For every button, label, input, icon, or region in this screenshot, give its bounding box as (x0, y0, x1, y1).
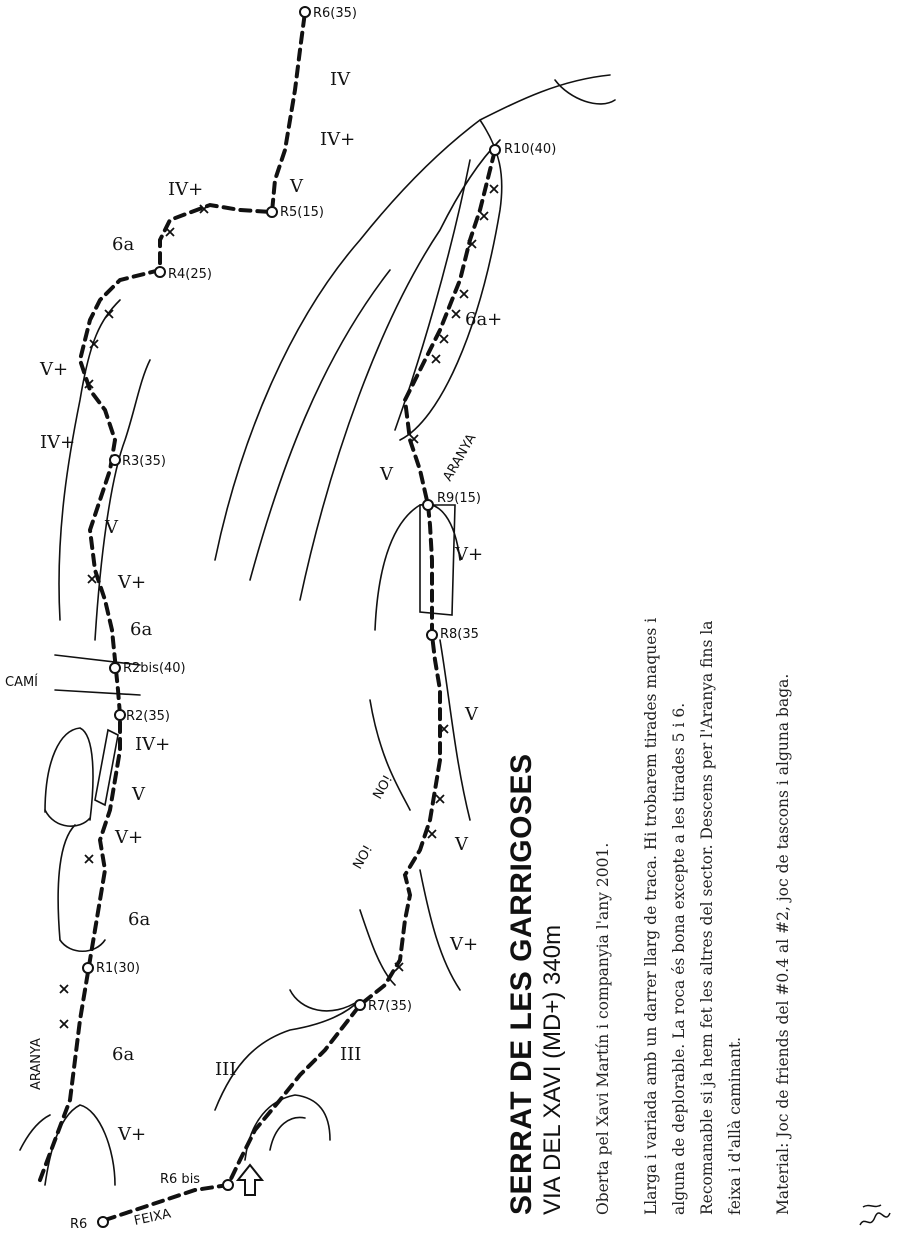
label-r2: R2(35) (126, 709, 170, 724)
grade-right-v-b: V (465, 704, 478, 725)
grade-right-vplus-b: V+ (455, 544, 484, 565)
grade-pitch-2: 6a (112, 1044, 135, 1065)
label-cami: CAMÍ (5, 675, 39, 690)
route-info-block (505, 595, 865, 1215)
grade-pitch-5: V (132, 784, 145, 805)
label-aranya-right: ARANYA (440, 431, 480, 484)
label-r7: R7(35) (368, 999, 412, 1014)
grade-right-v-a: V (455, 834, 468, 855)
grade-pitch-7: 6a (130, 619, 153, 640)
label-r1: R1(30) (96, 961, 140, 976)
label-r9: R9(15) (437, 491, 481, 506)
label-r5: R5(15) (280, 205, 324, 220)
route-description: Llarga i variada amb un darrer llarg de traca. Hi trobarem tirades maques i alguna de deplorable. La roca és bona excepte a les tirades 5 i 6. Recomanable si ja hem fet les altres del sector. Descens per l'Aranya fins la feixa i d'allà caminant. (642, 617, 744, 1215)
label-r10: R10(40) (504, 142, 557, 157)
station-labels (5, 6, 556, 1232)
label-aranya-left: ARANYA (29, 1038, 44, 1090)
author-signature-icon (855, 1195, 895, 1235)
crag-title: SERRAT DE LES GARRIGOSES (505, 753, 538, 1215)
grade-pitch-8: V+ (118, 572, 147, 593)
label-r4: R4(25) (168, 267, 212, 282)
grade-pitch-13: IV+ (168, 179, 204, 200)
grade-pitch-14: V (290, 176, 303, 197)
grade-pitch-10: IV+ (40, 432, 76, 453)
grade-pitch-1: V+ (118, 1124, 147, 1145)
belay-r7 (355, 1000, 365, 1010)
route-material: Material: Joc de friends del #0.4 al #2, joc de tascons i alguna baga. (774, 673, 792, 1215)
belay-r1 (83, 963, 93, 973)
belay-r2 (115, 710, 125, 720)
route-subtitle: VIA DEL XAVI (MD+) 340m (539, 924, 566, 1215)
grade-pitch-3: 6a (128, 909, 151, 930)
belay-r5 (267, 207, 277, 217)
grade-right-vplus-a: V+ (450, 934, 479, 955)
start-arrow-icon (238, 1165, 262, 1195)
grade-pitch-11: V+ (40, 359, 69, 380)
grade-pitch-9: V (105, 517, 118, 538)
belay-r6-start (98, 1217, 108, 1227)
belay-r6-top (300, 7, 310, 17)
grade-right-iii-b: III (340, 1044, 362, 1065)
label-r6-start: R6 (70, 1217, 88, 1232)
belay-r6bis (223, 1180, 233, 1190)
grade-pitch-12: 6a (112, 234, 135, 255)
grade-right-iii-a: III (215, 1059, 237, 1080)
route-line (40, 12, 495, 1220)
grade-right-v-c: V (380, 464, 393, 485)
grade-right-6aplus: 6a+ (465, 309, 503, 330)
label-r6bis: R6 bis (160, 1172, 201, 1187)
label-r2bis: R2bis(40) (123, 661, 186, 676)
label-no-lower: NO! (350, 842, 377, 872)
label-r6-top: R6(35) (313, 6, 357, 21)
label-no-upper: NO! (370, 772, 397, 802)
label-r8: R8(35 (440, 627, 479, 642)
label-feixa: FEIXA (132, 1206, 173, 1229)
grade-pitch-6: IV+ (135, 734, 171, 755)
route-author: Oberta pel Xavi Martín i companyia l'any 2001. (594, 842, 612, 1215)
belay-r2bis (110, 663, 120, 673)
label-r3: R3(35) (122, 454, 166, 469)
belay-r9 (423, 500, 433, 510)
belay-r3 (110, 455, 120, 465)
belay-r4 (155, 267, 165, 277)
grade-pitch-15: IV+ (320, 129, 356, 150)
grade-pitch-16: IV (330, 69, 351, 90)
grade-pitch-4: V+ (115, 827, 144, 848)
belay-r8 (427, 630, 437, 640)
belay-r10 (490, 145, 500, 155)
